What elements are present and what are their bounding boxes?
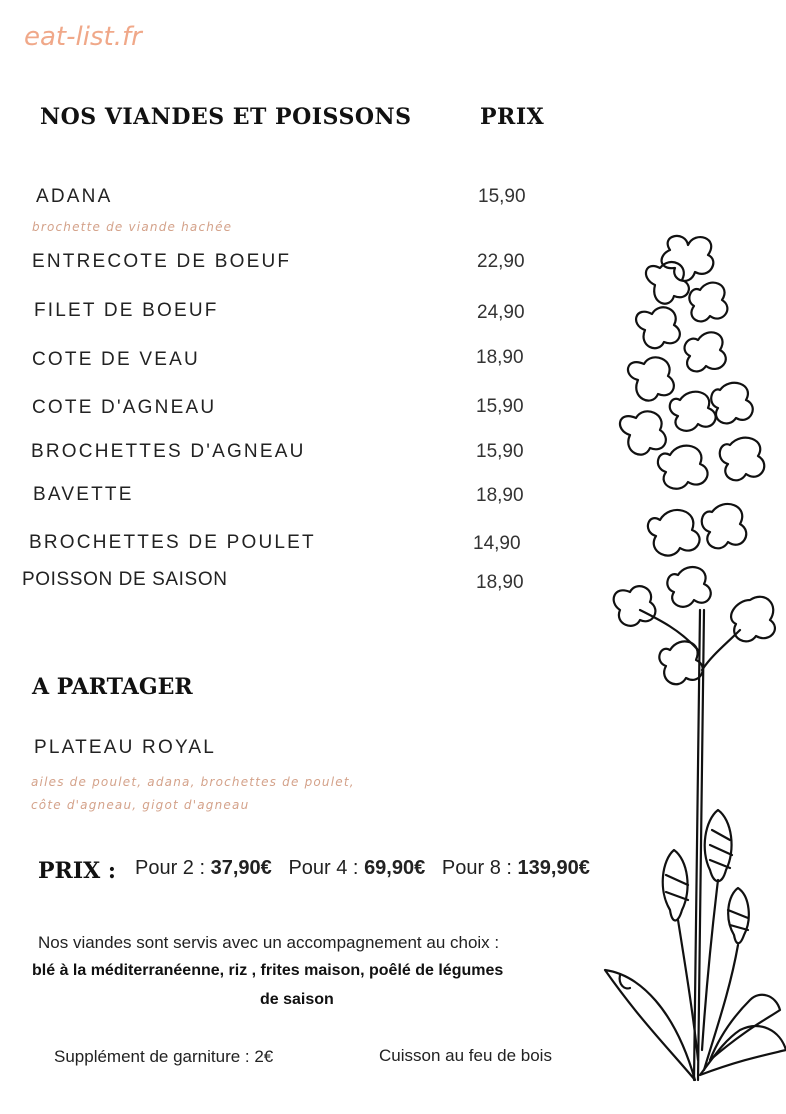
accompaniment-options-continued: de saison <box>260 991 334 1008</box>
section-title-partager: A PARTAGER <box>32 674 193 700</box>
menu-item-description: ailes de poulet, adana, brochettes de poulet, <box>31 775 355 789</box>
menu-item-name: PLATEAU ROYAL <box>34 737 217 758</box>
menu-item-name: BROCHETTES DE POULET <box>29 532 316 553</box>
menu-item-price: 18,90 <box>476 485 524 506</box>
menu-item-name: BROCHETTES D'AGNEAU <box>31 441 306 462</box>
section-title-viandes: NOS VIANDES ET POISSONS <box>40 104 412 130</box>
menu-item-price: 18,90 <box>476 572 524 593</box>
supplement-note: Supplément de garniture : 2€ <box>54 1047 274 1066</box>
menu-item-price: 15,90 <box>476 441 524 462</box>
menu-item-price: 18,90 <box>476 347 524 368</box>
menu-item-name: COTE D'AGNEAU <box>32 397 217 418</box>
menu-item-price: 15,90 <box>478 186 526 207</box>
menu-item-name: COTE DE VEAU <box>32 349 200 370</box>
menu-item-price: 22,90 <box>477 251 525 272</box>
accompaniment-options: blé à la méditerranéenne, riz , frites maison, poêlé de légumes <box>32 962 504 979</box>
menu-item-name: POISSON DE SAISON <box>22 569 228 590</box>
pricing-value-8: 139,90€ <box>517 857 590 879</box>
lavender-illustration-icon <box>600 230 786 1100</box>
watermark: eat-list.fr <box>24 22 142 52</box>
pricing-value-4: 69,90€ <box>364 857 426 879</box>
cuisson-note: Cuisson au feu de bois <box>379 1046 552 1065</box>
menu-item-description: brochette de viande hachée <box>32 220 233 234</box>
menu-item-name: ADANA <box>36 186 113 207</box>
accompaniment-note: Nos viandes sont servis avec un accompagnement au choix : <box>38 933 500 952</box>
pricing-label-8: Pour 8 : <box>441 857 512 879</box>
pricing-label: PRIX : <box>38 858 116 884</box>
menu-item-name: BAVETTE <box>33 484 134 505</box>
menu-item-name: FILET DE BOEUF <box>34 300 219 321</box>
menu-item-name: ENTRECOTE DE BOEUF <box>32 251 292 272</box>
menu-item-price: 15,90 <box>476 396 524 417</box>
pricing-label-2: Pour 2 : <box>135 857 206 879</box>
pricing-value-2: 37,90€ <box>210 857 272 879</box>
price-header: PRIX <box>480 104 545 130</box>
menu-item-price: 14,90 <box>473 533 521 554</box>
pricing-label-4: Pour 4 : <box>288 857 359 879</box>
pricing-row <box>135 857 590 880</box>
menu-item-description: côte d'agneau, gigot d'agneau <box>31 798 250 812</box>
menu-item-price: 24,90 <box>477 302 525 323</box>
